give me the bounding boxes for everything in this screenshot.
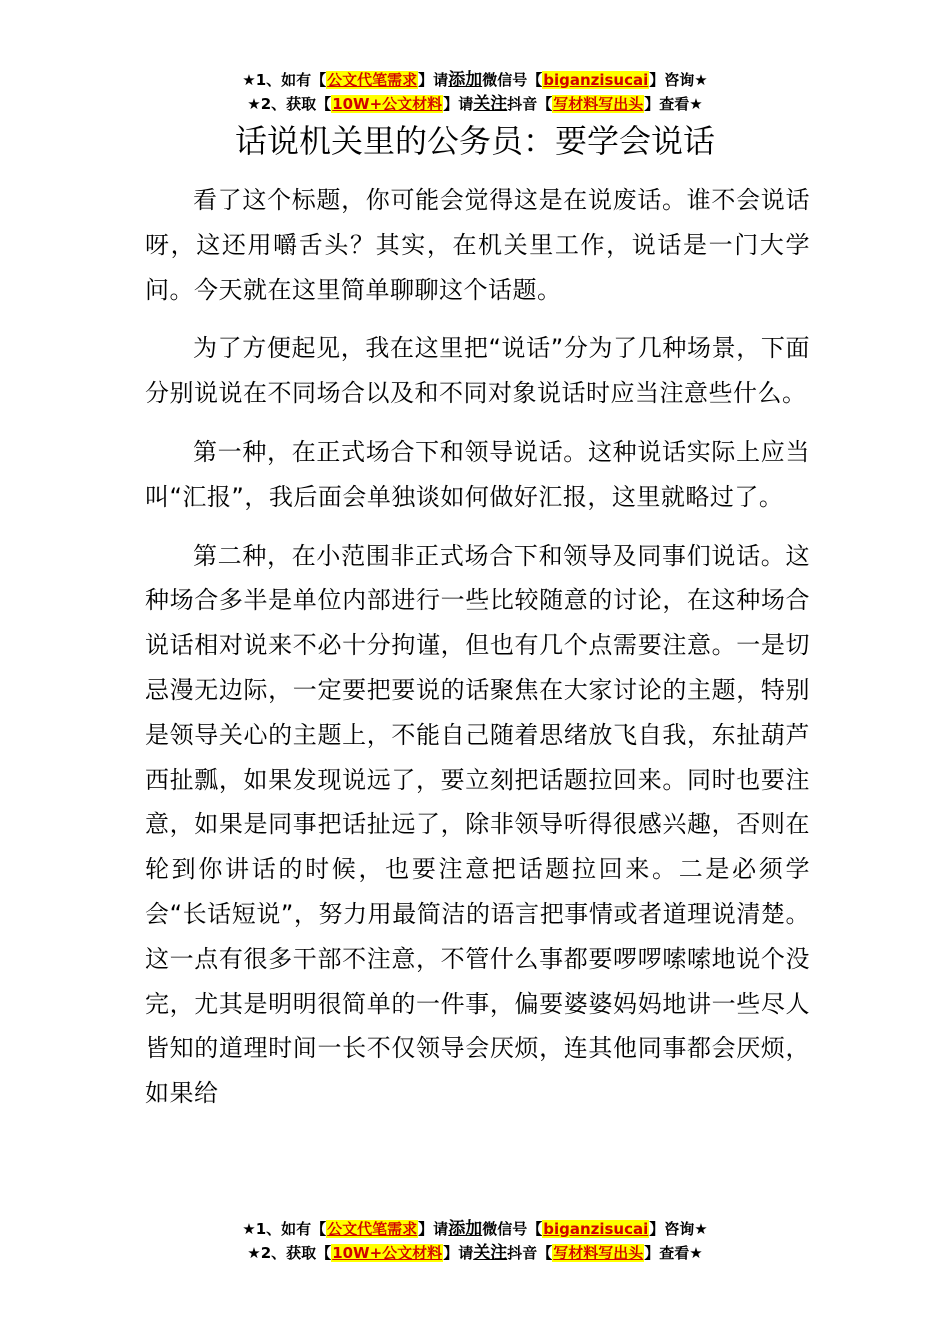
bottom-banner-line-1-emphasis: 添加: [448, 1219, 483, 1239]
paragraph-2: 为了方便起见，我在这里把“说话”分为了几种场景，下面分别说说在不同场合以及和不同对象说话时应当注意些什么。: [145, 334, 810, 408]
document-title: 话说机关里的公务员：要学会说话: [234, 122, 715, 160]
bottom-banner-line-1-highlight-service: 公文代笔需求: [327, 1220, 418, 1238]
banner-line-1-mid: 】请: [418, 71, 449, 89]
banner-line-1: [0, 68, 950, 92]
banner-line-2-prefix: ★2、获取【: [247, 95, 332, 113]
paragraph-4: 第二种，在小范围非正式场合下和领导及同事们说话。这种场合多半是单位内部进行一些比较随意的讨论，在这种场合说话相对说来不必十分拘谨，但也有几个点需要注意。一是切忌漫无边际，一定要把要说的话聚焦在大家讨论的主题，特别是领导关心的主题上，不能自己随着思绪放飞自我，东扯葫芦西扯瓢，如果发现说远了，要立刻把话题拉回来。同时也要注意，如果是同事把话扯远了，除非领导听得很感兴趣，否则在轮到你讲话的时候，也要注意把话题拉回来。二是必须学会“长话短说”，努力用最简洁的语言把事情或者道理说清楚。这一点有很多干部不注意，不管什么事都要啰啰嗦嗦地说个没完，尤其是明明很简单的一件事，偏要婆婆妈妈地讲一些尽人皆知的道理时间一长不仅领导会厌烦，连其他同事都会厌烦，如果给: [145, 541, 810, 1108]
banner-line-2: [0, 92, 950, 116]
bottom-banner-line-1-highlight-wechat-id: biganzisucai: [543, 1220, 649, 1238]
bottom-banner-line-2-emphasis: 关注: [473, 1243, 508, 1263]
bottom-banner-line-2-mid: 】请: [443, 1244, 474, 1262]
bottom-banner-line-2-suffix: 】查看★: [644, 1244, 703, 1262]
paragraph-3: 第一种，在正式场合下和领导说话。这种说话实际上应当叫“汇报”，我后面会单独谈如何做好汇报，这里就略过了。: [145, 437, 810, 511]
bottom-banner-line-2: [0, 1241, 950, 1265]
banner-line-2-highlight-account: 写材料写出头: [553, 95, 644, 113]
bottom-banner-line-2-prefix: ★2、获取【: [247, 1244, 332, 1262]
bottom-banner-line-2-highlight-account: 写材料写出头: [553, 1244, 644, 1262]
banner-line-2-mid: 】请: [443, 95, 474, 113]
bottom-banner-line-1-prefix: ★1、如有【: [242, 1220, 327, 1238]
banner-line-2-suffix: 】查看★: [644, 95, 703, 113]
bottom-banner-line-2-mid2: 抖音【: [507, 1244, 553, 1262]
document-body: [145, 178, 810, 1190]
paragraph-1: 看了这个标题，你可能会觉得这是在说废话。谁不会说话呀，这还用嚼舌头？其实，在机关里工作，说话是一门大学问。今天就在这里简单聊聊这个话题。: [145, 186, 810, 304]
bottom-banner-line-2-highlight-materials: 10W+公文材料: [332, 1244, 443, 1262]
bottom-banner: [0, 1217, 950, 1265]
banner-line-2-emphasis: 关注: [473, 94, 508, 114]
top-banner: [0, 68, 950, 116]
banner-line-2-mid2: 抖音【: [507, 95, 553, 113]
banner-line-1-mid2: 微信号【: [482, 71, 543, 89]
banner-line-1-emphasis: 添加: [448, 70, 483, 90]
banner-line-1-highlight-service: 公文代笔需求: [327, 71, 418, 89]
banner-line-1-prefix: ★1、如有【: [242, 71, 327, 89]
banner-line-2-highlight-materials: 10W+公文材料: [332, 95, 443, 113]
banner-line-1-highlight-wechat-id: biganzisucai: [543, 71, 649, 89]
bottom-banner-line-1-mid: 】请: [418, 1220, 449, 1238]
banner-line-1-suffix: 】咨询★: [649, 71, 708, 89]
bottom-banner-line-1-mid2: 微信号【: [482, 1220, 543, 1238]
bottom-banner-line-1-suffix: 】咨询★: [649, 1220, 708, 1238]
bottom-banner-line-1: [0, 1217, 950, 1241]
